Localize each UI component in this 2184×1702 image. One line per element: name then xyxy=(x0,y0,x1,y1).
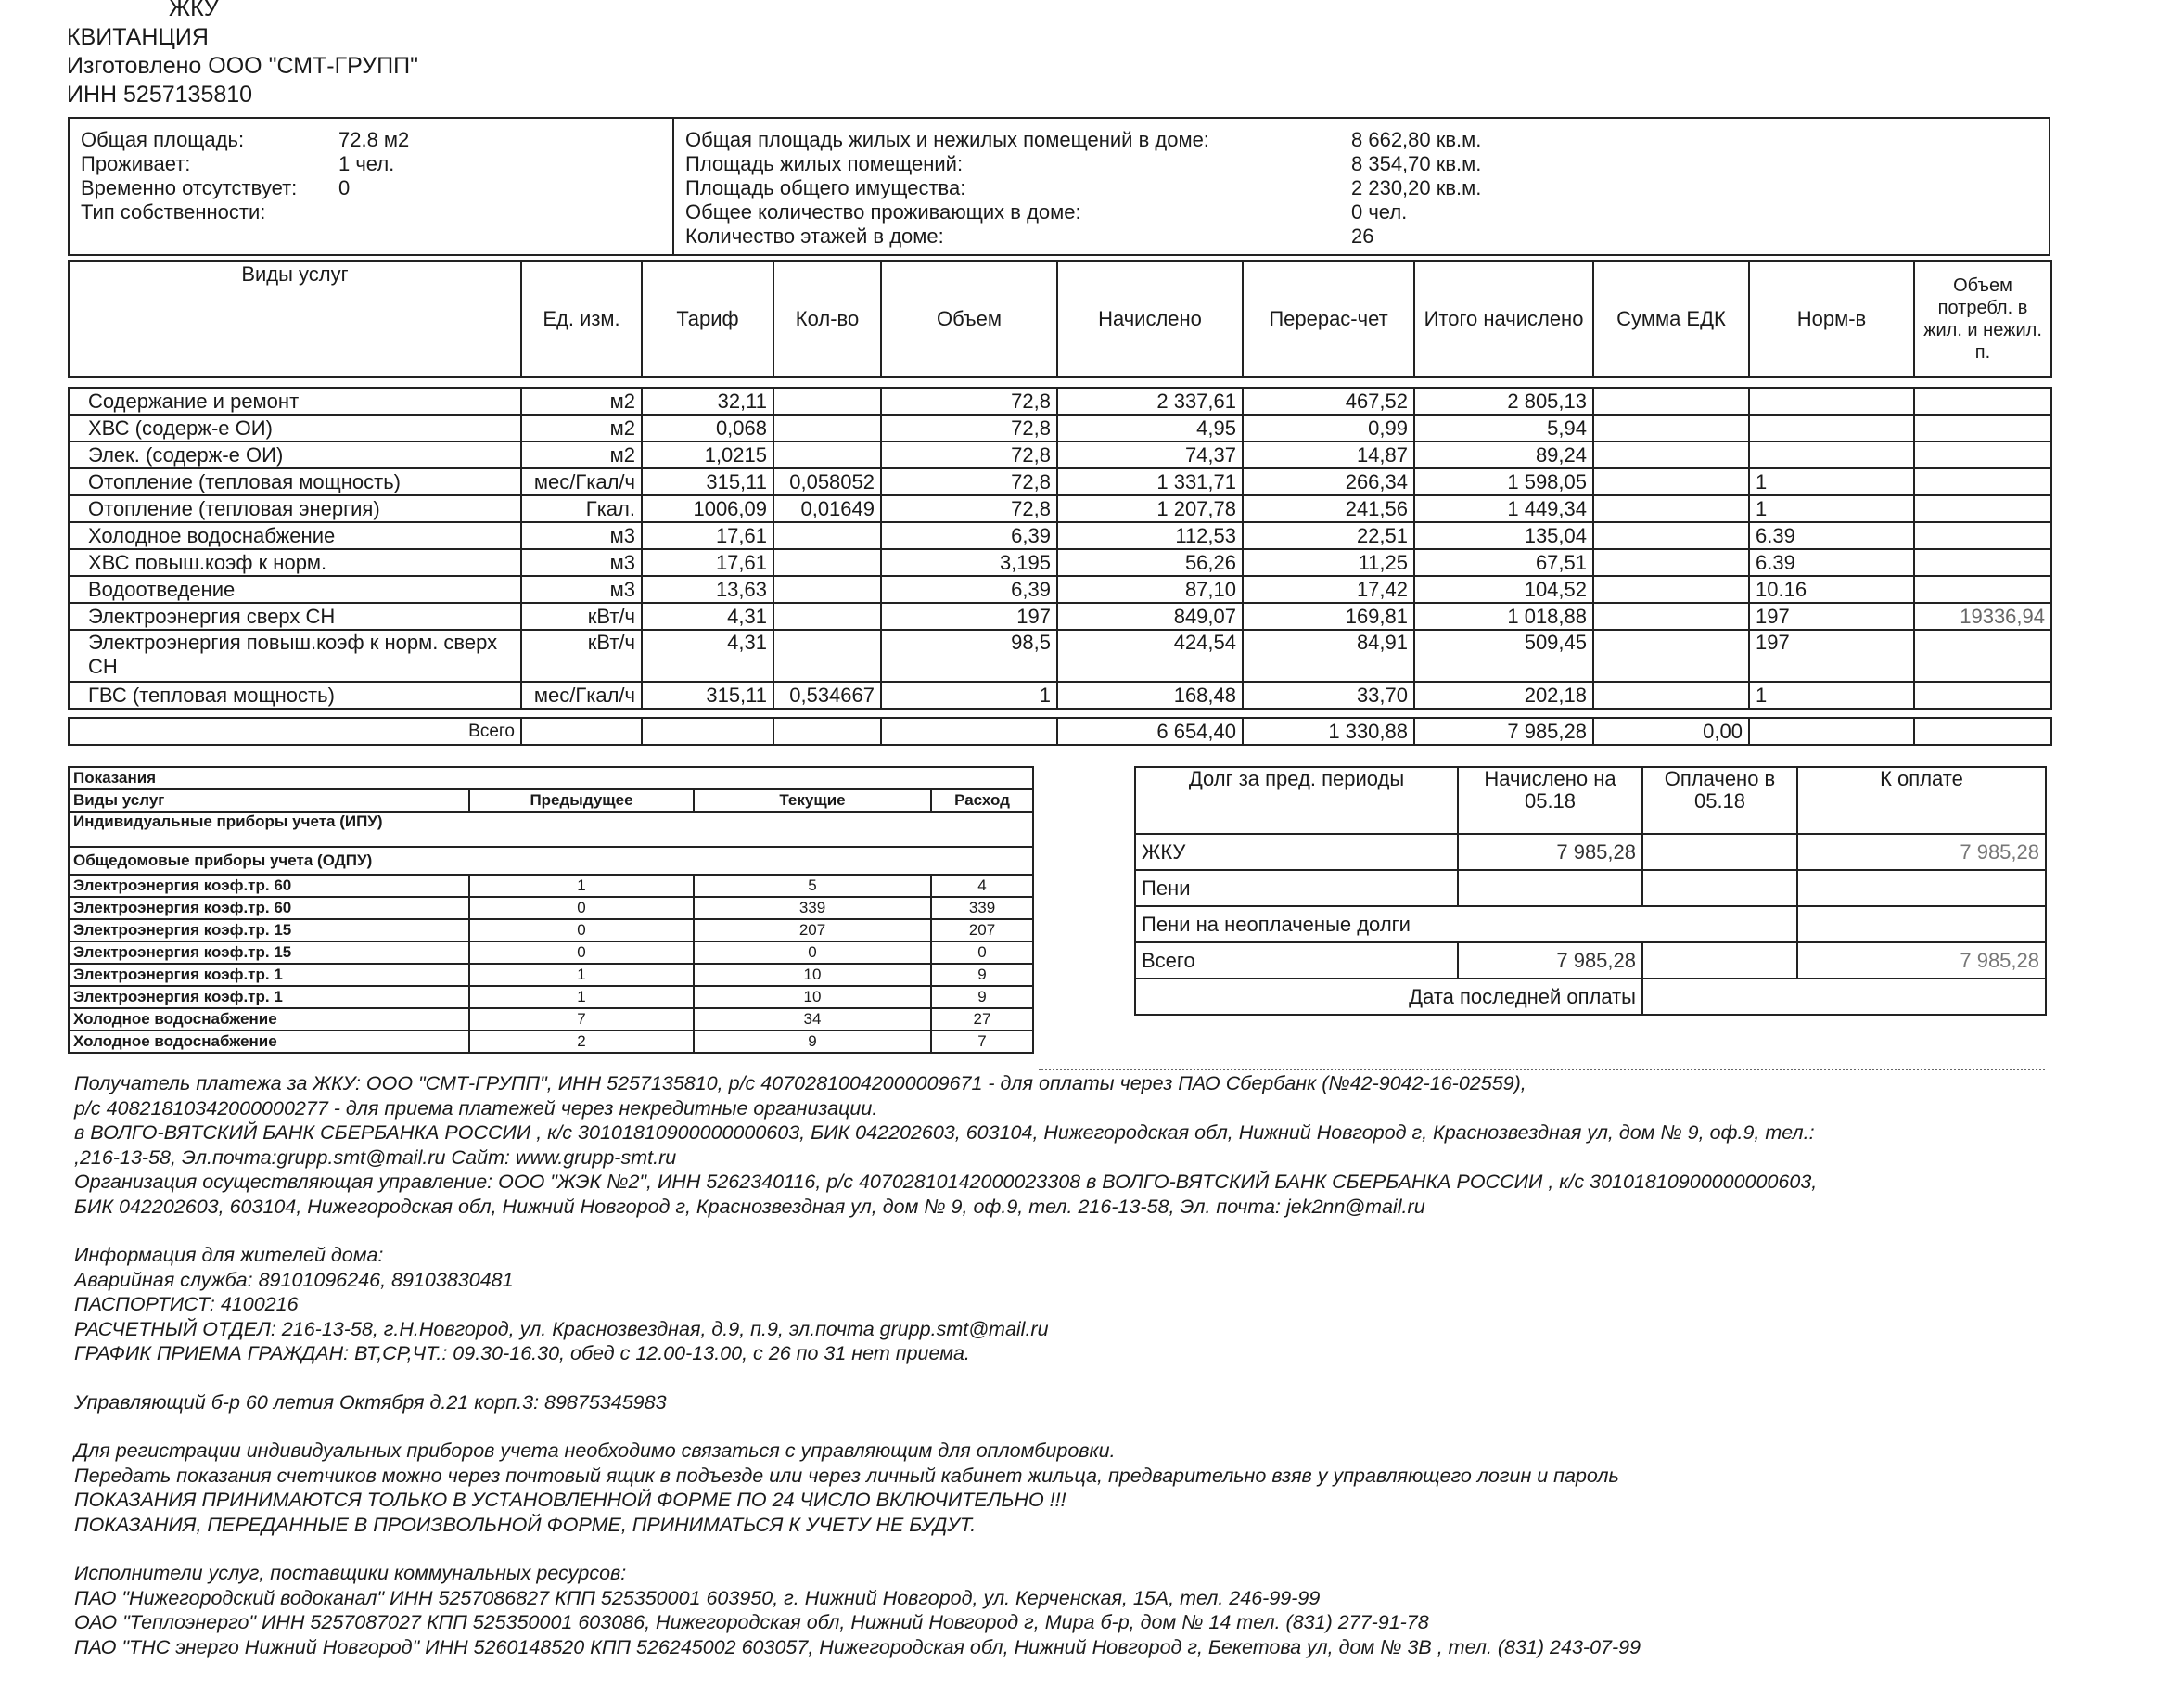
table-row xyxy=(69,495,2051,522)
service-consumption xyxy=(1914,441,2051,468)
services-table xyxy=(68,260,2052,746)
service-unit: м3 xyxy=(521,522,642,549)
service-volume: 6,39 xyxy=(881,522,1057,549)
header-receipt: КВИТАНЦИЯ xyxy=(67,24,209,50)
debt-row-zhku: ЖКУ 7 985,28 7 985,28 xyxy=(1135,834,2046,870)
house-common-area-label: Площадь общего имущества: xyxy=(685,176,966,199)
service-volume: 72,8 xyxy=(881,441,1057,468)
service-recalc: 11,25 xyxy=(1243,549,1414,576)
col-charged: Начислено xyxy=(1057,261,1243,377)
table-row xyxy=(69,603,2051,630)
footer-line: ,216-13-58, Эл.почта:grupp.smt@mail.ru Сайт: www.grupp-smt.ru xyxy=(74,1145,677,1169)
service-edk xyxy=(1593,495,1749,522)
footer-line: Передать показания счетчиков можно через почтовый ящик в подъезде или через личный кабинет жильца, предварительно взяв у управляющего логин и пароль xyxy=(74,1464,1619,1487)
house-common-area-value: 2 230,20 кв.м. xyxy=(1351,176,1482,199)
service-unit: кВт/ч xyxy=(521,603,642,630)
residents-label: Проживает: xyxy=(81,152,191,175)
house-floors-label: Количество этажей в доме: xyxy=(685,224,944,248)
service-consumption xyxy=(1914,388,2051,415)
service-volume: 3,195 xyxy=(881,549,1057,576)
service-recalc: 33,70 xyxy=(1243,682,1414,709)
house-residents-label: Общее количество проживающих в доме: xyxy=(685,200,1081,224)
service-charged: 424,54 xyxy=(1057,630,1243,682)
service-consumption xyxy=(1914,415,2051,441)
service-quantity xyxy=(773,415,881,441)
service-quantity: 0,534667 xyxy=(773,682,881,709)
footer-line: БИК 042202603, 603104, Нижегородская обл, Нижний Новгород г, Краснозвездная ул, дом № 9, оф.9, тел. 216-13-58, Эл. почта: jek2nn@mail.ru xyxy=(74,1195,1425,1218)
service-recalc: 241,56 xyxy=(1243,495,1414,522)
service-consumption xyxy=(1914,468,2051,495)
info-block xyxy=(68,117,2050,256)
service-charged: 112,53 xyxy=(1057,522,1243,549)
service-tariff: 4,31 xyxy=(642,630,773,682)
service-quantity xyxy=(773,388,881,415)
service-recalc: 0,99 xyxy=(1243,415,1414,441)
service-quantity xyxy=(773,549,881,576)
service-edk xyxy=(1593,415,1749,441)
service-tariff: 17,61 xyxy=(642,549,773,576)
service-charged: 4,95 xyxy=(1057,415,1243,441)
service-recalc: 22,51 xyxy=(1243,522,1414,549)
service-charged: 56,26 xyxy=(1057,549,1243,576)
area-value: 72.8 м2 xyxy=(338,128,410,151)
service-edk xyxy=(1593,576,1749,603)
footer-line: РАСЧЕТНЫЙ ОТДЕЛ: 216-13-58, г.Н.Новгород, ул. Краснозвездная, д.9, п.9, эл.почта grupp.smt@mail.ru xyxy=(74,1317,1049,1340)
meters-odpu-section: Общедомовые приборы учета (ОДПУ) xyxy=(69,847,1033,875)
meter-row: Электроэнергия коэф.тр. 15 0 0 0 xyxy=(69,941,1033,964)
apartment-info xyxy=(77,128,689,224)
service-quantity xyxy=(773,522,881,549)
service-consumption xyxy=(1914,630,2051,682)
house-living-area-label: Площадь жилых помещений: xyxy=(685,152,964,175)
debt-row-penalty-unpaid: Пени на неоплаченые долги xyxy=(1135,906,2046,942)
footer-line: Для регистрации индивидуальных приборов учета необходимо связаться с управляющим для опломбировки. xyxy=(74,1440,1116,1462)
ownership-value xyxy=(335,200,689,224)
service-unit: м3 xyxy=(521,549,642,576)
table-row xyxy=(69,388,2051,415)
service-quantity xyxy=(773,630,881,682)
service-charged: 2 337,61 xyxy=(1057,388,1243,415)
col-norm: Норм-в xyxy=(1749,261,1914,377)
service-total: 2 805,13 xyxy=(1414,388,1593,415)
service-total: 1 018,88 xyxy=(1414,603,1593,630)
header-inn: ИНН 5257135810 xyxy=(67,82,253,108)
debt-row-last-payment: Дата последней оплаты xyxy=(1135,979,2046,1015)
footer-line: в ВОЛГО-ВЯТСКИЙ БАНК СБЕРБАНКА РОССИИ , к/с 30101810900000000603, БИК 042202603, 603104, Нижегородская обл, Нижний Новгород г, Краснозвездная ул, дом № 9, оф.9, тел.: xyxy=(74,1121,1815,1144)
meters-title: Показания xyxy=(69,767,1033,789)
total-edk: 0,00 xyxy=(1593,718,1749,745)
footer-text xyxy=(74,1071,1817,1659)
service-volume: 72,8 xyxy=(881,495,1057,522)
service-edk xyxy=(1593,522,1749,549)
service-name: ХВС (содерж-е ОИ) xyxy=(69,415,521,441)
service-norm xyxy=(1749,388,1914,415)
service-volume: 1 xyxy=(881,682,1057,709)
service-norm: 197 xyxy=(1749,603,1914,630)
service-volume: 197 xyxy=(881,603,1057,630)
receipt-header xyxy=(67,0,418,109)
service-quantity xyxy=(773,576,881,603)
service-volume: 72,8 xyxy=(881,388,1057,415)
header-issuer: Изготовлено ООО "СМТ-ГРУПП" xyxy=(67,53,418,79)
service-charged: 849,07 xyxy=(1057,603,1243,630)
service-charged: 1 331,71 xyxy=(1057,468,1243,495)
service-total: 67,51 xyxy=(1414,549,1593,576)
service-tariff: 17,61 xyxy=(642,522,773,549)
service-unit: м2 xyxy=(521,415,642,441)
total-recalc: 1 330,88 xyxy=(1243,718,1414,745)
meter-row: Холодное водоснабжение 2 9 7 xyxy=(69,1030,1033,1053)
footer-line: ПАО "ТНС энерго Нижний Новгород" ИНН 5260148520 КПП 526245002 603057, Нижегородская обл, Нижний Новгород г, Бекетова ул, дом № 3В , тел. (831) 243-07-99 xyxy=(74,1635,1641,1658)
service-tariff: 32,11 xyxy=(642,388,773,415)
service-tariff: 0,068 xyxy=(642,415,773,441)
meter-row: Электроэнергия коэф.тр. 15 0 207 207 xyxy=(69,919,1033,941)
footer-line: ОАО "Теплоэнерго" ИНН 5257087027 КПП 525350001 603086, Нижегородская обл, Нижний Новгород г, Мира б-р, дом № 14 тел. (831) 277-91-78 xyxy=(74,1611,1429,1633)
meters-table xyxy=(68,766,1034,1054)
service-volume: 72,8 xyxy=(881,415,1057,441)
service-name: Отопление (тепловая мощность) xyxy=(69,468,521,495)
service-unit: кВт/ч xyxy=(521,630,642,682)
absent-label: Временно отсутствует: xyxy=(81,176,298,199)
house-living-area-value: 8 354,70 кв.м. xyxy=(1351,152,1482,175)
meter-row: Электроэнергия коэф.тр. 1 1 10 9 xyxy=(69,986,1033,1008)
table-row xyxy=(69,549,2051,576)
debt-row-total: Всего 7 985,28 7 985,28 xyxy=(1135,942,2046,979)
meters-col-service: Виды услуг xyxy=(69,789,469,812)
service-norm: 6.39 xyxy=(1749,549,1914,576)
footer-line: ПАО "Нижегородский водоканал" ИНН 5257086827 КПП 525350001 603950, г. Нижний Новгород, ул. Керченская, 15А, тел. 246-99-99 xyxy=(74,1586,1321,1609)
debt-col-prev: Долг за пред. периоды xyxy=(1135,767,1458,834)
service-tariff: 315,11 xyxy=(642,468,773,495)
footer-line: Получатель платежа за ЖКУ: ООО "СМТ-ГРУПП", ИНН 5257135810, р/с 40702810042000009671 - для оплаты через ПАО Сбербанк (№42-9042-16-02559), xyxy=(74,1072,1526,1094)
area-label: Общая площадь: xyxy=(81,128,245,151)
service-name: Холодное водоснабжение xyxy=(69,522,521,549)
service-tariff: 315,11 xyxy=(642,682,773,709)
service-recalc: 467,52 xyxy=(1243,388,1414,415)
info-divider xyxy=(672,119,674,254)
service-recalc: 14,87 xyxy=(1243,441,1414,468)
service-tariff: 4,31 xyxy=(642,603,773,630)
service-charged: 74,37 xyxy=(1057,441,1243,468)
separator xyxy=(1039,1069,2045,1070)
service-recalc: 266,34 xyxy=(1243,468,1414,495)
col-edk: Сумма ЕДК xyxy=(1593,261,1749,377)
service-quantity xyxy=(773,603,881,630)
service-volume: 72,8 xyxy=(881,468,1057,495)
service-volume: 6,39 xyxy=(881,576,1057,603)
service-volume: 98,5 xyxy=(881,630,1057,682)
debt-col-charged: Начислено на 05.18 xyxy=(1458,767,1642,834)
house-residents-value: 0 чел. xyxy=(1351,200,1408,224)
footer-line: ПАСПОРТИСТ: 4100216 xyxy=(74,1293,299,1315)
table-row xyxy=(69,630,2051,682)
meters-col-current: Текущие xyxy=(694,789,931,812)
service-edk xyxy=(1593,630,1749,682)
footer-line: ПОКАЗАНИЯ ПРИНИМАЮТСЯ ТОЛЬКО В УСТАНОВЛЕННОЙ ФОРМЕ ПО 24 ЧИСЛО ВКЛЮЧИТЕЛЬНО !!! xyxy=(74,1489,1066,1511)
meters-col-usage: Расход xyxy=(931,789,1033,812)
footer-line: ГРАФИК ПРИЕМА ГРАЖДАН: ВТ,СР,ЧТ.: 09.30-16.30, обед с 12.00-13.00, с 26 по 31 нет приема. xyxy=(74,1342,970,1364)
service-norm xyxy=(1749,415,1914,441)
service-unit: м2 xyxy=(521,441,642,468)
service-name: Электроэнергия повыш.коэф к норм. сверх СН xyxy=(69,630,521,682)
service-tariff: 13,63 xyxy=(642,576,773,603)
service-unit: мес/Гкал/ч xyxy=(521,682,642,709)
footer-line: р/с 40821810342000000277 - для приема платежей через некредитные организации. xyxy=(74,1096,878,1120)
service-unit: м2 xyxy=(521,388,642,415)
service-edk xyxy=(1593,388,1749,415)
service-total: 1 449,34 xyxy=(1414,495,1593,522)
service-edk xyxy=(1593,441,1749,468)
service-consumption xyxy=(1914,549,2051,576)
meter-row: Холодное водоснабжение 7 34 27 xyxy=(69,1008,1033,1030)
footer-line: Исполнители услуг, поставщики коммунальных ресурсов: xyxy=(74,1562,627,1584)
service-name: Водоотведение xyxy=(69,576,521,603)
service-unit: Гкал. xyxy=(521,495,642,522)
service-total: 89,24 xyxy=(1414,441,1593,468)
debt-row-penalty: Пени xyxy=(1135,870,2046,906)
service-recalc: 169,81 xyxy=(1243,603,1414,630)
services-header-row xyxy=(69,261,2051,377)
service-edk xyxy=(1593,603,1749,630)
service-consumption: 19336,94 xyxy=(1914,603,2051,630)
total-row xyxy=(69,718,2051,745)
service-norm: 1 xyxy=(1749,468,1914,495)
col-consumption: Объем потребл. в жил. и нежил. п. xyxy=(1914,261,2051,377)
absent-value: 0 xyxy=(338,176,351,199)
table-row xyxy=(69,522,2051,549)
service-edk xyxy=(1593,549,1749,576)
meters-col-prev: Предыдущее xyxy=(469,789,694,812)
col-total-charged: Итого начислено xyxy=(1414,261,1593,377)
meter-row: Электроэнергия коэф.тр. 60 1 5 4 xyxy=(69,875,1033,897)
header-title: ЖКУ xyxy=(169,0,219,21)
col-recalc: Перерас-чет xyxy=(1243,261,1414,377)
house-total-area-value: 8 662,80 кв.м. xyxy=(1351,128,1482,151)
footer-line: ПОКАЗАНИЯ, ПЕРЕДАННЫЕ В ПРОИЗВОЛЬНОЙ ФОРМЕ, ПРИНИМАТЬСЯ К УЧЕТУ НЕ БУДУТ. xyxy=(74,1513,977,1536)
house-floors-value: 26 xyxy=(1351,224,1374,248)
service-tariff: 1006,09 xyxy=(642,495,773,522)
service-tariff: 1,0215 xyxy=(642,441,773,468)
service-unit: м3 xyxy=(521,576,642,603)
service-norm: 197 xyxy=(1749,630,1914,682)
total-charged: 6 654,40 xyxy=(1057,718,1243,745)
house-total-area-label: Общая площадь жилых и нежилых помещений в доме: xyxy=(685,128,1209,151)
footer-line: Аварийная служба: 89101096246, 89103830481 xyxy=(74,1268,514,1291)
service-norm: 6.39 xyxy=(1749,522,1914,549)
service-charged: 1 207,78 xyxy=(1057,495,1243,522)
table-row xyxy=(69,576,2051,603)
footer-line: Управляющий б-р 60 летия Октября д.21 корп.3: 89875345983 xyxy=(74,1390,667,1414)
service-norm xyxy=(1749,441,1914,468)
house-info xyxy=(682,128,1609,249)
col-quantity: Кол-во xyxy=(773,261,881,377)
service-quantity xyxy=(773,441,881,468)
col-unit: Ед. изм. xyxy=(521,261,642,377)
service-edk xyxy=(1593,682,1749,709)
debt-col-paid: Оплачено в 05.18 xyxy=(1642,767,1797,834)
service-name: Содержание и ремонт xyxy=(69,388,521,415)
service-charged: 168,48 xyxy=(1057,682,1243,709)
meters-ipu-section: Индивидуальные приборы учета (ИПУ) xyxy=(69,812,1033,847)
ownership-label: Тип собственности: xyxy=(81,200,266,224)
service-unit: мес/Гкал/ч xyxy=(521,468,642,495)
service-norm: 1 xyxy=(1749,682,1914,709)
service-quantity: 0,058052 xyxy=(773,468,881,495)
service-edk xyxy=(1593,468,1749,495)
service-quantity: 0,01649 xyxy=(773,495,881,522)
col-service: Виды услуг xyxy=(69,261,521,377)
footer-line: Информация для жителей дома: xyxy=(74,1244,384,1266)
service-total: 1 598,05 xyxy=(1414,468,1593,495)
total-label: Всего xyxy=(69,718,521,745)
meter-row: Электроэнергия коэф.тр. 60 0 339 339 xyxy=(69,897,1033,919)
service-norm: 10.16 xyxy=(1749,576,1914,603)
table-row xyxy=(69,441,2051,468)
service-name: Электроэнергия сверх СН xyxy=(69,603,521,630)
service-total: 104,52 xyxy=(1414,576,1593,603)
footer-line: Организация осуществляющая управление: ООО "ЖЭК №2", ИНН 5262340116, р/с 40702810142000023308 в ВОЛГО-ВЯТСКИЙ БАНК СБЕРБАНКА РОССИИ , к/с 30101810900000000603, xyxy=(74,1171,1818,1193)
service-total: 509,45 xyxy=(1414,630,1593,682)
total-sum: 7 985,28 xyxy=(1414,718,1593,745)
debt-table xyxy=(1134,766,2047,1016)
table-row xyxy=(69,468,2051,495)
service-charged: 87,10 xyxy=(1057,576,1243,603)
service-total: 5,94 xyxy=(1414,415,1593,441)
service-norm: 1 xyxy=(1749,495,1914,522)
residents-value: 1 чел. xyxy=(338,152,395,175)
debt-col-due: К оплате xyxy=(1797,767,2046,834)
service-total: 202,18 xyxy=(1414,682,1593,709)
service-recalc: 17,42 xyxy=(1243,576,1414,603)
meter-row: Электроэнергия коэф.тр. 1 1 10 9 xyxy=(69,964,1033,986)
service-name: Элек. (содерж-е ОИ) xyxy=(69,441,521,468)
service-consumption xyxy=(1914,522,2051,549)
service-consumption xyxy=(1914,495,2051,522)
service-total: 135,04 xyxy=(1414,522,1593,549)
service-consumption xyxy=(1914,682,2051,709)
table-row xyxy=(69,682,2051,709)
table-row xyxy=(69,415,2051,441)
col-tariff: Тариф xyxy=(642,261,773,377)
service-name: ХВС повыш.коэф к норм. xyxy=(69,549,521,576)
col-volume: Объем xyxy=(881,261,1057,377)
service-recalc: 84,91 xyxy=(1243,630,1414,682)
service-consumption xyxy=(1914,576,2051,603)
service-name: ГВС (тепловая мощность) xyxy=(69,682,521,709)
service-name: Отопление (тепловая энергия) xyxy=(69,495,521,522)
